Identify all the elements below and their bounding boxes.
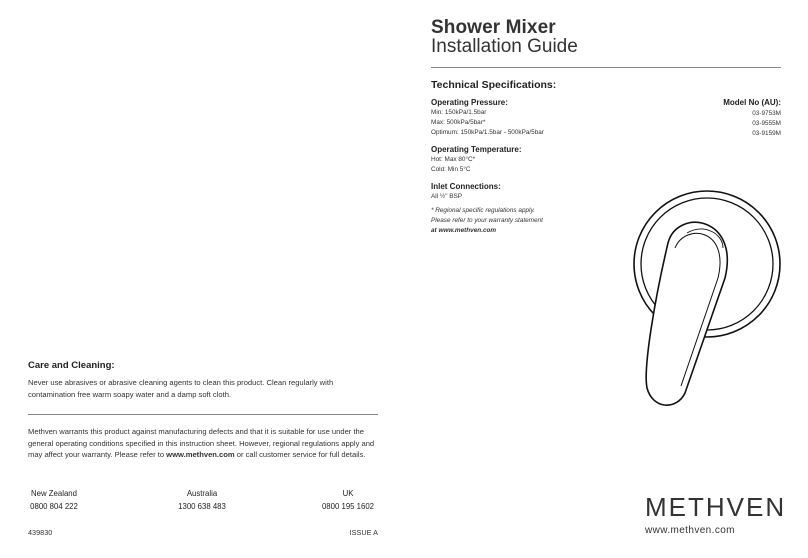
warranty-statement bbox=[28, 426, 380, 461]
region-name: Australia bbox=[186, 489, 218, 498]
operating-pressure-heading: Operating Pressure: bbox=[431, 98, 508, 107]
brand-website[interactable]: www.methven.com bbox=[645, 525, 735, 536]
operating-temperature-heading: Operating Temperature: bbox=[431, 145, 522, 154]
region-phone: 0800 195 1602 bbox=[321, 501, 375, 511]
issue-label: ISSUE A bbox=[349, 528, 378, 537]
shower-mixer-illustration-icon bbox=[625, 188, 785, 413]
model-number-heading: Model No (AU): bbox=[723, 98, 781, 107]
pressure-line: Min: 150kPa/1.5bar bbox=[431, 109, 487, 116]
methven-logo: METHVEN bbox=[645, 492, 787, 522]
tech-specs-heading: Technical Specifications: bbox=[431, 79, 557, 91]
pressure-line: Optimum: 150kPa/1.5bar - 500kPa/5bar bbox=[431, 129, 544, 136]
care-text: Never use abrasives or abrasive cleaning agents to clean this product. Clean regularly with contamination free warm soapy water and a damp soft cloth. bbox=[28, 378, 334, 399]
note-line: at www.methven.com bbox=[431, 227, 497, 234]
model-number: 03-9753M bbox=[752, 110, 781, 117]
warranty-website-link[interactable]: www.methven.com bbox=[166, 450, 235, 459]
care-heading: Care and Cleaning: bbox=[28, 360, 115, 371]
title-divider bbox=[431, 67, 781, 68]
contact-australia bbox=[168, 488, 236, 513]
temperature-line: Cold: Min 5°C bbox=[431, 166, 471, 173]
inlet-line: All ½" BSP bbox=[431, 193, 463, 200]
temperature-line: Hot: Max 80°C* bbox=[431, 156, 476, 163]
contact-uk bbox=[314, 488, 382, 513]
document-code: 439830 bbox=[28, 528, 53, 537]
document-title: Shower Mixer bbox=[431, 17, 556, 38]
contact-new-zealand bbox=[22, 488, 86, 513]
regional-note bbox=[431, 206, 543, 236]
inlet-connections-heading: Inlet Connections: bbox=[431, 182, 501, 191]
document-subtitle: Installation Guide bbox=[431, 36, 578, 57]
model-number-list bbox=[752, 109, 781, 139]
note-line: Please refer to your warranty statement bbox=[431, 217, 543, 224]
region-name: New Zealand bbox=[31, 489, 77, 498]
region-name: UK bbox=[342, 489, 354, 498]
operating-pressure-section bbox=[431, 98, 544, 138]
note-line: * Regional specific regulations apply. bbox=[431, 207, 535, 214]
operating-temperature-section bbox=[431, 145, 522, 175]
care-divider bbox=[28, 414, 378, 415]
region-phone: 1300 638 483 bbox=[178, 501, 226, 511]
warranty-text: Methven warrants this product against manufacturing defects and that it is suitable for use under the general operating conditions specified in this instruction sheet. However, regional regulations apply and may affect your warranty. Please refer to bbox=[28, 427, 375, 459]
warranty-text-end: or call customer service for full details. bbox=[234, 450, 366, 459]
pressure-line: Max: 500kPa/5bar* bbox=[431, 119, 486, 126]
inlet-connections-section bbox=[431, 182, 501, 202]
region-phone: 0800 804 222 bbox=[30, 501, 78, 511]
model-number: 03-9159M bbox=[752, 130, 781, 137]
model-number: 03-9555M bbox=[752, 120, 781, 127]
